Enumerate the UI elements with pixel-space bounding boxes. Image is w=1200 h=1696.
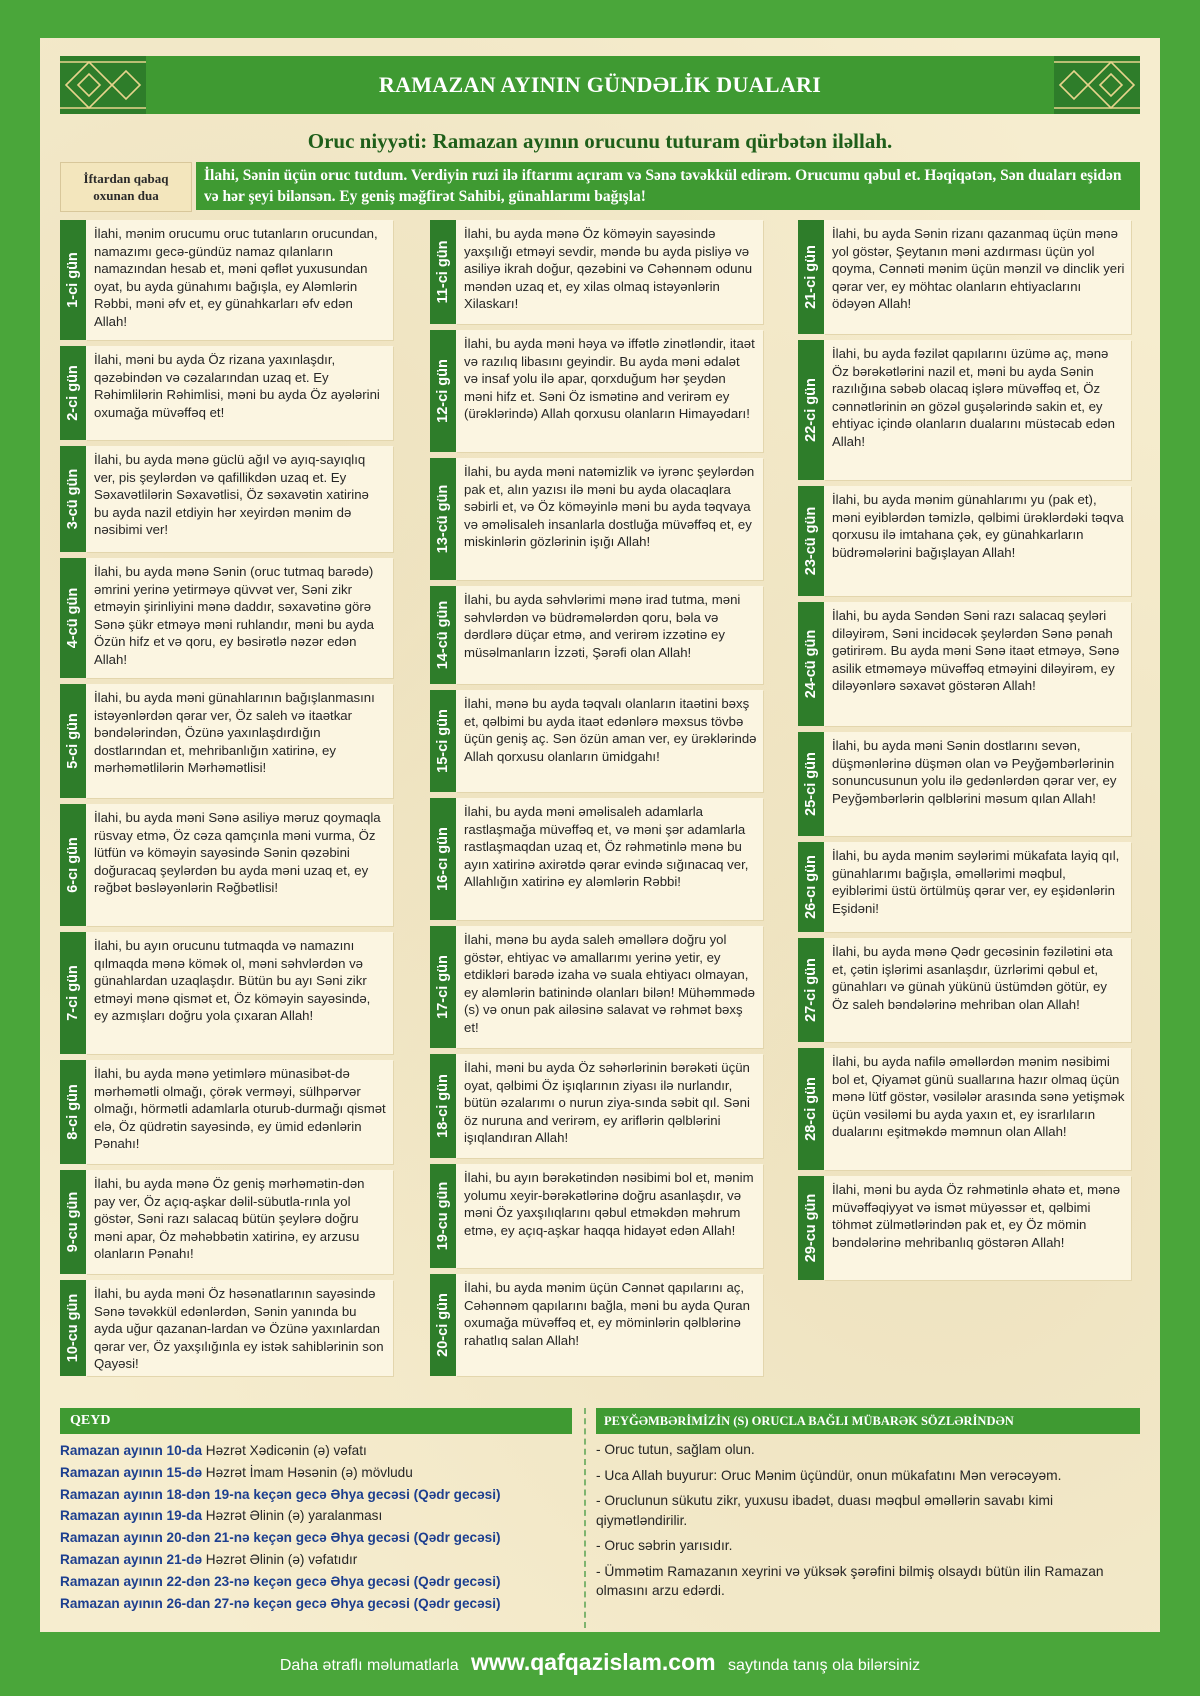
day-label: 6-cı gün <box>65 837 81 893</box>
qeyd-item-lead: Ramazan ayının 20-dən 21-nə keçən gecə Əhya gecəsi (Qədr gecəsi) <box>60 1530 501 1546</box>
day-prayer: İlahi, məni bu ayda Öz səhərlərinin bərəkəti üçün oyat, qəlbimi Öz işıqlarının ziyası ilə nurlandır, bütün əzalarımı o nurun ziya-sında səbit qıl. Səni öz nuruna and verirəm, ey ariflərin qəlblərini işıqlandıran Allah! <box>456 1054 763 1158</box>
day-prayer: İlahi, bu ayda Sənin rizanı qazanmaq üçün mənə yol göstər, Şeytanın məni azdırması üçün yol qoyma, Cənnəti mənim üçün mənzil və dinclik yeri qərar ver, ey möhtac olanların ehtiyaclarını ödəyən Allah! <box>824 220 1131 334</box>
soz-item: - Ümmətim Ramazanın xeyrini və yüksək şərəfini bilmiş olsaydı bütün ilin Ramazan olmasını arzu edərdi. <box>596 1563 1104 1598</box>
day-tab <box>60 446 86 552</box>
day-label: 2-ci gün <box>65 365 81 421</box>
day-card-22 <box>798 340 1131 480</box>
day-prayer: İlahi, bu ayda fəzilət qapılarını üzümə aç, mənə Öz bərəkətlərini nazil et, məni bu ayda Sənin razılığına səbəb olacaq işlərə müvəffəq et, Öz cənnətlərinin ən gözəl guşələrində sakin et, ey ehtiyac içində olanların dualarını müstəcab edən Allah! <box>824 340 1131 480</box>
poster-panel <box>40 38 1160 1632</box>
day-prayer: İlahi, bu ayda məni natəmizlik və iyrənc şeylərdən pak et, alın yazısı ilə məni bu ayda olacaqlara səbirli et, və Öz köməyinlə məni bu ayda təqvaya və əməlisaleh insanlarla dostluğa müvəffəq et, ey miskinlərin gözlərinin işığı Allah! <box>456 458 763 580</box>
qeyd-item <box>60 1549 580 1571</box>
soz-item: - Oruc səbrin yarısıdır. <box>596 1538 733 1553</box>
day-label: 8-ci gün <box>65 1084 81 1140</box>
day-label: 13-cü gün <box>435 484 451 554</box>
day-card-25 <box>798 732 1131 836</box>
day-tab <box>430 798 456 920</box>
iftar-label <box>60 162 192 212</box>
ornament-right-icon <box>1054 56 1140 114</box>
day-label: 29-cu gün <box>803 1193 819 1263</box>
day-prayer: İlahi, bu ayda mənə Öz geniş mərhəmətin-dən pay ver, Öz açıq-aşkar dəlil-sübutla-rınla yol göstər, Səni razı salacaq bütün şeylərə doğru məni apar, Öz məhəbbətin xatirinə, ey arzusu olanların Pənahı! <box>86 1170 393 1274</box>
day-label: 26-cı gün <box>803 855 819 919</box>
day-card-18 <box>430 1054 763 1158</box>
day-tab <box>798 1176 824 1280</box>
day-card-17 <box>430 926 763 1048</box>
day-prayer: İlahi, bu ayda nafilə əməllərdən mənim nəsibimi bol et, Qiyamət günü suallarına hazır olmaq üçün mənə lütf göstər, vəsilələr arasında sənə yetişmək üçün vəsiləmi bu ayda yaxın et, ey israrlıların dualarını eşitməkdə məmnun olan Allah! <box>824 1048 1131 1170</box>
qeyd-item <box>60 1440 580 1462</box>
day-tab <box>60 558 86 678</box>
day-label: 24-cü gün <box>803 629 819 699</box>
day-tab <box>798 602 824 726</box>
qeyd-item-lead: Ramazan ayının 21-də <box>60 1551 203 1567</box>
day-card-21 <box>798 220 1131 334</box>
day-prayer: İlahi, bu ayda məni həya və iffətlə zinətləndir, itaət və razılıq libasını geyindir. Bu ayda məni ədalət və insaf yolu ilə apar, qorxduğum hər şeydən məni hifz et. Səni Öz ismətinə and verirəm ey (ürəklərində) Allah qorxusu olanların Himayədarı! <box>456 330 763 452</box>
sozler-list <box>596 1440 1136 1607</box>
day-prayer: İlahi, məni bu ayda Öz rəhmətinlə əhatə et, mənə müvəffəqiyyət və ismət müyəssər et, qəlbimi töhmət zülmətlərindən pak et, ey Öz mömin bəndələrinə mehribanlıq göstərən Allah! <box>824 1176 1131 1280</box>
day-label: 9-cu gün <box>65 1191 81 1253</box>
page-title: RAMAZAN AYININ GÜNDƏLİK DUALARI <box>378 72 822 97</box>
day-prayer: İlahi, bu ayda məni Sənin dostlarını sevən, düşmənlərinə düşmən olan və Peyğəmbərlərinin sonuncusunun yolu ilə gedənlərdən qərar ver, ey Peyğəmbərlərin qəlblərini məsum qılan Allah! <box>824 732 1131 836</box>
day-card-24 <box>798 602 1131 726</box>
qeyd-item-lead: Ramazan ayının 18-dən 19-na keçən gecə Əhya gecəsi (Qədr gecəsi) <box>60 1486 501 1502</box>
qeyd-item-lead: Ramazan ayının 19-da <box>60 1508 203 1524</box>
qeyd-item <box>60 1462 580 1484</box>
section-divider <box>584 1408 586 1628</box>
day-tab <box>430 586 456 684</box>
day-card-12 <box>430 330 763 452</box>
day-label: 15-ci gün <box>435 709 451 773</box>
day-label: 12-ci gün <box>435 359 451 423</box>
sozler-heading: PEYĞƏMBƏRİMİZİN (S) ORUCLA BAĞLI MÜBARƏK SÖZLƏRİNDƏN <box>596 1408 1140 1434</box>
day-tab <box>798 220 824 334</box>
day-prayer: İlahi, məni bu ayda Öz rizana yaxınlaşdır, qəzəbindən və cəzalarından uzaq et. Ey Rəhimlilərin Rəhimlisi, məni bu ayda Öz ayələrini oxumağa müvəffəq et! <box>86 346 393 440</box>
day-prayer: İlahi, bu ayda mənə Sənin (oruc tutmaq barədə) əmrini yerinə yetirməyə qüvvət ver, Səni zikr etməyin şirinliyini mənə daddır, səxavətinə görə Sənə şükr etməyə məni ruhlandır, məni bu ayda Özün hifz et və qoru, ey bəsirətlə nəzər edən Allah! <box>86 558 393 678</box>
day-prayer: İlahi, bu ayda mənə yetimlərə münasibət-də mərhəmətli olmağı, çörək verməyi, sülhpərvər olmağı, hörmətli adamlarla oturub-durmağı qismət elə, Öz qüdrətin sayəsində, ey ümid edənlərin Pənahı! <box>86 1060 393 1164</box>
day-tab <box>430 220 456 324</box>
day-tab <box>798 732 824 836</box>
qeyd-item <box>60 1484 580 1506</box>
day-prayer: İlahi, bu ayda mənim günahlarımı yu (pak et), məni eyiblərdən təmizlə, qəlbimi ürəklərdəki təqva qorxusu ilə imtahana çək, ey günahkarların büdrəmələrini bağışlayan Allah! <box>824 486 1131 596</box>
day-tab <box>798 938 824 1042</box>
day-card-13 <box>430 458 763 580</box>
day-tab <box>798 1048 824 1170</box>
soz-item: - Uca Allah buyurur: Oruc Mənim üçündür, onun mükafatını Mən verəcəyəm. <box>596 1467 1062 1483</box>
day-prayer: İlahi, bu ayda səhvlərimi mənə irad tutma, məni səhvlərdən və büdrəmələrdən qoru, bəla və dərdlərə düçar etmə, and verirəm izzətinə ey müsəlmanların İzzəti, Şərəfi olan Allah! <box>456 586 763 684</box>
day-label: 14-cü gün <box>435 600 451 670</box>
day-card-1 <box>60 220 393 340</box>
day-prayer: İlahi, bu ayın bərəkətindən nəsibimi bol et, mənim yolumu xeyir-bərəkətlərinə doğru asanlaşdır, və məni Öz yaxşılıqlarını qəbul etməkdən məhrum etmə, ey açıq-aşkar haqqa hidayət edən Allah! <box>456 1164 763 1268</box>
qeyd-item <box>60 1571 580 1593</box>
soz-item: - Oruc tutun, sağlam olun. <box>596 1442 755 1457</box>
day-tab <box>60 1170 86 1274</box>
qeyd-item-lead: Ramazan ayının 22-dən 23-nə keçən gecə Əhya gecəsi (Qədr gecəsi) <box>60 1573 501 1589</box>
day-prayer: İlahi, bu ayda məni Sənə asiliyə məruz qoymaqla rüsvay etmə, Öz cəza qamçınla məni vurma, Öz lütfün və köməyin sayəsində Sənin qəzəbini doğuracaq şeylərdən bu ayda məni uzaq et, ey rəğbət bəsləyənlərin Rəğbətlisi! <box>86 804 393 926</box>
day-tab <box>430 1164 456 1268</box>
qeyd-list <box>60 1440 580 1614</box>
day-label: 18-ci gün <box>435 1074 451 1138</box>
qeyd-item <box>60 1593 580 1615</box>
day-tab <box>430 1054 456 1158</box>
day-card-2 <box>60 346 393 440</box>
day-label: 22-ci gün <box>803 378 819 442</box>
qeyd-item-lead: Ramazan ayının 15-də <box>60 1464 203 1480</box>
iftar-prayer: İlahi, Sənin üçün oruc tutdum. Verdiyin ruzi ilə iftarımı açıram və Sənə təvəkkül edirəm. Orucumu qəbul et. Həqiqətən, Sən duaları eşidən və hər şeyi bilənsən. Ey geniş məğfirət Sahibi, günahlarımı bağışla! <box>196 162 1140 210</box>
footer <box>0 1640 1200 1684</box>
day-tab <box>430 1274 456 1376</box>
day-card-29 <box>798 1176 1131 1280</box>
day-card-7 <box>60 932 393 1054</box>
day-label: 11-ci gün <box>435 240 451 304</box>
day-card-26 <box>798 842 1131 932</box>
day-card-19 <box>430 1164 763 1268</box>
day-card-10 <box>60 1280 393 1376</box>
day-tab <box>798 486 824 596</box>
day-prayer: İlahi, mənə bu ayda saleh əməllərə doğru yol göstər, ehtiyac və amallarımı yerinə yetir, ey etdikləri barədə izaha və suala ehtiyacı olmayan, ey aləmlərin batinində olanları bilən! Mühəmmədə (s) və onun pak ailəsinə salavat və rəhmət bəxş et! <box>456 926 763 1048</box>
day-tab <box>798 340 824 480</box>
day-card-8 <box>60 1060 393 1164</box>
day-prayer: İlahi, bu ayda mənə güclü ağıl və ayıq-sayıqlıq ver, pis şeylərdən və qafillikdən uzaq et. Ey Səxavətlilərin Səxavətlisi, Öz səxavətin xatirinə bu ayda nazil etdiyin hər xeyirdən mənim də nəsibimi ver! <box>86 446 393 552</box>
qeyd-item <box>60 1527 580 1549</box>
fasting-intention: Oruc niyyəti: Ramazan ayının orucunu tuturam qürbətən iləllah. <box>307 129 893 153</box>
day-label: 25-ci gün <box>803 752 819 816</box>
day-label: 21-ci gün <box>803 245 819 309</box>
day-prayer: İlahi, bu ayda mənim səylərimi mükafata layiq qıl, günahlarımı bağışla, əməllərimi məqbul, eyiblərimi üstü örtülmüş qərar ver, ey eşidənlərin Eşidəni! <box>824 842 1131 932</box>
day-prayer: İlahi, bu ayda məni əməlisaleh adamlarla rastlaşmağa müvəffəq et, və məni şər adamlarla rastlaşmaqdan uzaq et, Öz rəhmətinlə mənə bu ayın xatirinə axirətdə qərar evində sığınacaq ver, Allahlığın xatirinə ey aləmlərin Rəbbi! <box>456 798 763 920</box>
day-label: 27-ci gün <box>803 958 819 1022</box>
qeyd-item-rest: Həzrət Xədicənin (ə) vəfatı <box>202 1443 367 1458</box>
day-label: 4-cü gün <box>65 587 81 649</box>
soz-item: - Oruclunun sükutu zikr, yuxusu ibadət, duası məqbul əməllərin savabı kimi qiymətləndirilir. <box>596 1493 1054 1528</box>
day-label: 10-cu gün <box>65 1293 81 1363</box>
day-label: 19-cu gün <box>435 1181 451 1251</box>
day-label: 23-cü gün <box>803 506 819 576</box>
day-tab <box>60 1060 86 1164</box>
day-tab <box>60 932 86 1054</box>
qeyd-heading: QEYD <box>60 1408 572 1434</box>
day-prayer: İlahi, bu ayda məni Öz həsənatlarının sayəsində Sənə təvəkkül edənlərdən, Sənin yanında bu ayda uğur qazanan-lardan və Özünə yaxınlardan qərar ver, Öz yaxşılığınla ey istək sahiblərinin son Qayəsi! <box>86 1280 393 1376</box>
day-prayer: İlahi, mənim orucumu oruc tutanların orucundan, namazımı gecə-gündüz namaz qılanların namazından hesab et, məni qəflət yuxusundan oyat, bu ayda günahımı bağışla, ey Aləmlərin Rəbbi, məni əfv et, ey günahkarları əfv edən Allah! <box>86 220 393 340</box>
day-tab <box>430 926 456 1048</box>
day-card-28 <box>798 1048 1131 1170</box>
day-tab <box>430 458 456 580</box>
day-tab <box>430 330 456 452</box>
footer-website-link[interactable]: www.qafqazislam.com <box>471 1649 716 1675</box>
footer-pre: Daha ətraflı məlumatlarla <box>279 1657 459 1674</box>
day-card-11 <box>430 220 763 324</box>
day-prayer: İlahi, bu ayda Səndən Səni razı salacaq şeyləri diləyirəm, Səni incidəcək şeylərdən Sənə pənah gətirirəm. Bu ayda məni Sənə itaət etməyə, Sənə asilik etməməyə müvəffəq etməyini diləyirəm, ey diləyənlərə səxavət göstərən Allah! <box>824 602 1131 726</box>
day-card-3 <box>60 446 393 552</box>
day-label: 1-ci gün <box>65 252 81 308</box>
day-tab <box>430 690 456 792</box>
qeyd-item <box>60 1505 580 1527</box>
day-label: 20-ci gün <box>435 1293 451 1357</box>
day-prayer: İlahi, bu ayda mənim üçün Cənnət qapılarını aç, Cəhənnəm qapılarını bağla, məni bu ayda Quran oxumağa müvəffəq et, ey möminlərin qəlblərinə rahatlıq salan Allah! <box>456 1274 763 1376</box>
day-label: 17-ci gün <box>435 955 451 1019</box>
iftar-label-line1: İftardan qabaq <box>83 171 169 186</box>
qeyd-item-rest: Həzrət İmam Həsənin (ə) mövludu <box>202 1464 413 1480</box>
footer-post: saytında tanış ola bilərsiniz <box>728 1657 921 1674</box>
day-tab <box>60 1280 86 1376</box>
day-label: 3-cü gün <box>65 468 81 530</box>
day-tab <box>60 346 86 440</box>
day-tab <box>798 842 824 932</box>
day-card-9 <box>60 1170 393 1274</box>
day-prayer: İlahi, bu ayda mənə Öz köməyin sayəsində yaxşılığı etməyi sevdir, məndə bu ayda pisliyə və asiliyə ikrah doğur, qəzəbini və Cəhənnəm odunu məndən uzaq et, ey xilas olmaq istəyənlərin Xilaskarı! <box>456 220 763 324</box>
day-prayer: İlahi, mənə bu ayda təqvalı olanların itaətini bəxş et, qəlbimi bu ayda itaət edənlərə məxsus tövbə üçün geniş aç. Sən özün aman ver, ey ürəklərində Allah qorxusu olanların ümidgahı! <box>456 690 763 792</box>
day-card-20 <box>430 1274 763 1376</box>
day-label: 28-ci gün <box>803 1077 819 1141</box>
qeyd-item-lead: Ramazan ayının 26-dan 27-nə keçən gecə Əhya gecəsi (Qədr gecəsi) <box>60 1595 501 1611</box>
day-prayer: İlahi, bu ayın orucunu tutmaqda və namazını qılmaqda mənə kömək ol, məni səhvlərdən və günahlardan uzaqlaşdır. Bütün bu ayı Səni zikr etməyi mənə qismət et, Öz köməyin sayəsində, ey azmışları doğru yola çıxaran Allah! <box>86 932 393 1054</box>
day-card-15 <box>430 690 763 792</box>
iftar-label-line2: oxunan dua <box>93 188 159 203</box>
qeyd-item-lead: Ramazan ayının 10-da <box>60 1443 203 1458</box>
day-card-16 <box>430 798 763 920</box>
day-label: 5-ci gün <box>65 713 81 769</box>
day-card-4 <box>60 558 393 678</box>
day-card-14 <box>430 586 763 684</box>
title-bar <box>60 56 1140 114</box>
day-prayer: İlahi, bu ayda mənə Qədr gecəsinin fəzilətini əta et, çətin işlərimi asanlaşdır, üzrlərimi qəbul et, günahları və günah yükünü üstümdən götür, ey Öz saleh bəndələrinə mehriban olan Allah! <box>824 938 1131 1042</box>
day-prayer: İlahi, bu ayda məni günahlarının bağışlanmasını istəyənlərdən qərar ver, Öz saleh və itaətkar bəndələrindən, Özünə yaxınlaşdırdığın dostlarından et, mehribanlığın xatirinə, ey mərhəmətlilərin Mərhəmətlisi! <box>86 684 393 798</box>
day-card-27 <box>798 938 1131 1042</box>
day-label: 16-cı gün <box>435 827 451 891</box>
day-card-5 <box>60 684 393 798</box>
day-tab <box>60 804 86 926</box>
day-card-23 <box>798 486 1131 596</box>
qeyd-item-rest: Həzrət Əlinin (ə) vəfatıdır <box>202 1551 358 1567</box>
day-tab <box>60 684 86 798</box>
day-label: 7-ci gün <box>65 965 81 1021</box>
day-tab <box>60 220 86 340</box>
day-card-6 <box>60 804 393 926</box>
qeyd-item-rest: Həzrət Əlinin (ə) yaralanması <box>202 1508 383 1524</box>
